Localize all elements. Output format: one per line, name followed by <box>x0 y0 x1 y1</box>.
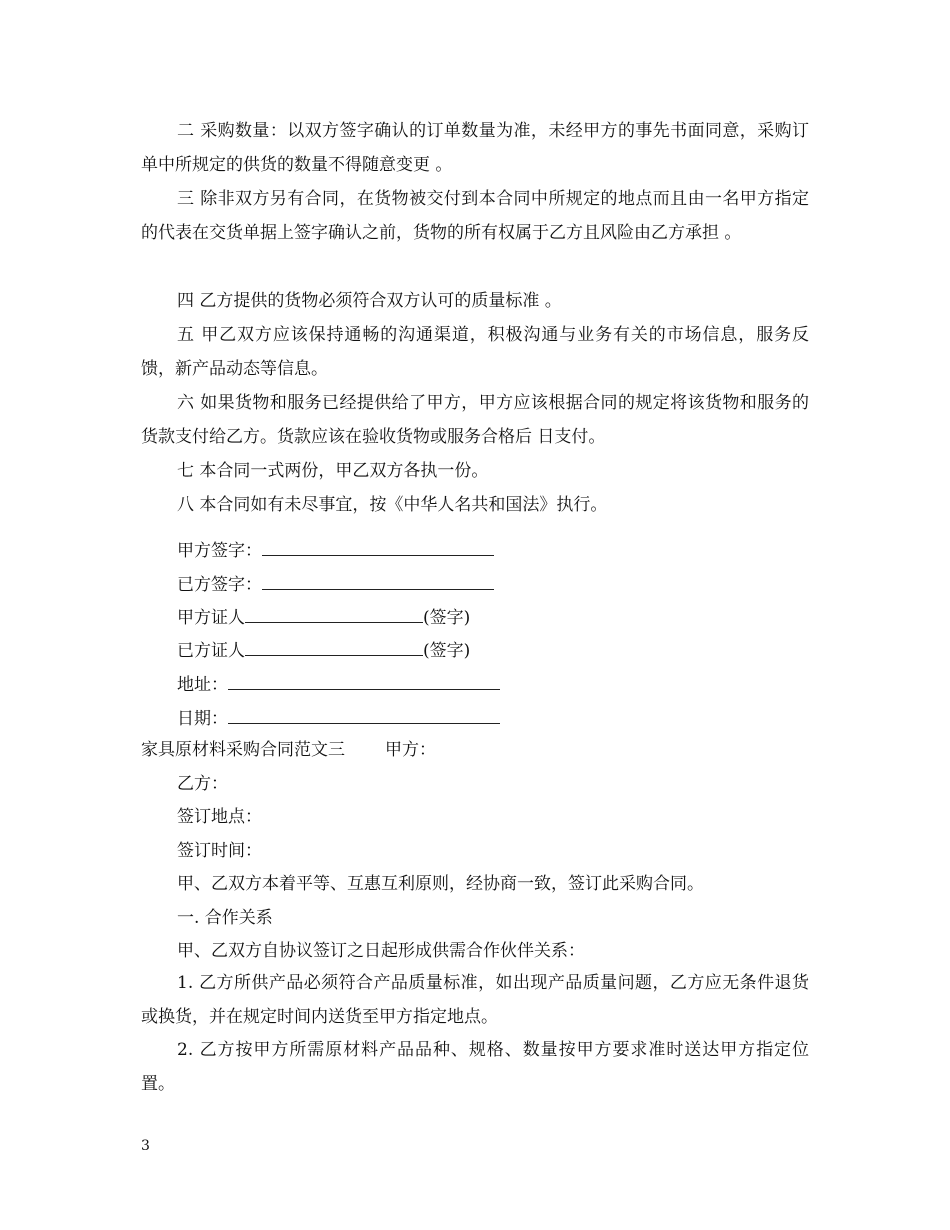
date-label: 日期： <box>177 709 228 729</box>
clause-5: 五 甲乙双方应该保持通畅的沟通渠道，积极沟通与业务有关的市场信息，服务反馈，新产品动态等信息。 <box>141 325 809 379</box>
clause-4: 四 乙方提供的货物必须符合双方认可的质量标准 。 <box>177 291 562 311</box>
section-3-title: 家具原材料采购合同范文三 <box>141 740 345 760</box>
witness-a-blank <box>245 606 423 623</box>
witness-b-blank <box>245 639 423 656</box>
party-b-signature-blank <box>262 573 494 590</box>
party-a-signature-line <box>177 539 494 559</box>
clause-6: 六 如果货物和服务已经提供给了甲方，甲方应该根据合同的规定将该货物和服务的货款支付给乙方。货款应该在验收货物或服务合格后 日支付。 <box>141 393 809 447</box>
clause-7: 七 本合同一式两份，甲乙双方各执一份。 <box>177 461 489 481</box>
witness-b-line <box>177 639 470 659</box>
witness-b-sign-note: (签字) <box>423 641 471 661</box>
clause-8: 八 本合同如有未尽事宜，按《中华人名共和国法》执行。 <box>177 495 608 515</box>
intro-text: 甲、乙双方本着平等、互惠互利原则，经协商一致，签订此采购合同。 <box>177 874 704 894</box>
date-line <box>177 707 500 727</box>
clause-3: 三 除非双方另有合同，在货物被交付到本合同中所规定的地点而且由一名甲方指定的代表在交货单据上签字确认之前，货物的所有权属于乙方且风险由乙方承担 。 <box>141 189 809 243</box>
clause-2: 二 采购数量：以双方签字确认的订单数量为准，未经甲方的事先书面同意，采购订单中所规定的供货的数量不得随意变更 。 <box>141 121 809 175</box>
sign-time-label: 签订时间： <box>177 841 262 861</box>
section-3-title-line <box>141 740 436 760</box>
item-2: 2. 乙方按甲方所需原材料产品品种、规格、数量按甲方要求准时送达甲方指定位置。 <box>141 1040 809 1094</box>
address-line <box>177 673 500 693</box>
party-b-label: 乙方： <box>177 774 228 794</box>
witness-a-label: 甲方证人 <box>177 608 245 628</box>
relation-text: 甲、乙双方自协议签订之日起形成供需合作伙伴关系： <box>177 941 585 961</box>
address-blank <box>228 673 500 690</box>
witness-a-line <box>177 606 470 626</box>
party-b-signature-label: 已方签字： <box>177 575 262 595</box>
party-b-signature-line <box>177 573 494 593</box>
party-a-signature-blank <box>262 539 494 556</box>
party-a-signature-label: 甲方签字： <box>177 541 262 561</box>
sign-place-label: 签订地点： <box>177 807 262 827</box>
witness-b-label: 已方证人 <box>177 641 245 661</box>
address-label: 地址： <box>177 675 228 695</box>
section-heading-cooperation: 一. 合作关系 <box>177 908 273 928</box>
party-a-label: 甲方： <box>385 740 436 760</box>
date-blank <box>228 707 500 724</box>
page-number: 3 <box>141 1138 150 1154</box>
witness-a-sign-note: (签字) <box>423 608 471 628</box>
item-1: 1. 乙方所供产品必须符合产品质量标准，如出现产品质量问题，乙方应无条件退货或换货，并在规定时间内送货至甲方指定地点。 <box>141 973 809 1027</box>
